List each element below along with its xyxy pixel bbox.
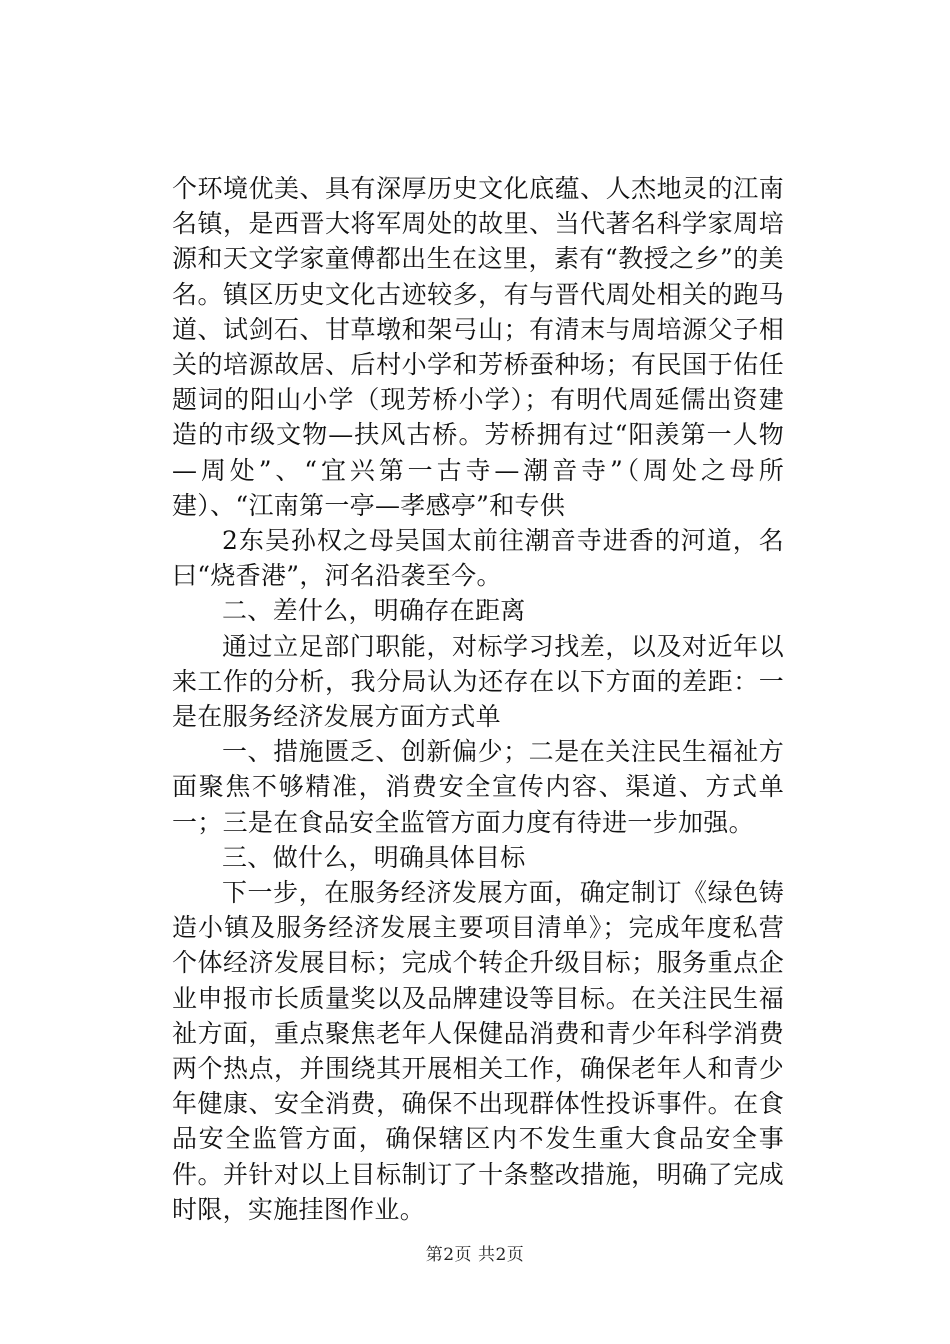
paragraph-continued: 个环境优美、具有深厚历史文化底蕴、人杰地灵的江南名镇，是西晋大将军周处的故里、当代著名科学家周培源和天文学家童傅都出生在这里，素有“教授之乡”的美名。镇区历史文化古迹较多，有与晋代周处相关的跑马道、试剑石、甘草墩和架弓山；有清末与周培源父子相关的培源故居、后村小学和芳桥蚕种场；有民国于佑任题词的阳山小学（现芳桥小学）；有明代周延儒出资建造的市级文物—扶风古桥。芳桥拥有过“阳羡第一人物—周处”、“宜兴第一古寺—潮音寺”（周处之母所建）、“江南第一亭—孝感亭”和专供 [172, 174, 784, 520]
section-heading-goals: 三、做什么，明确具体目标 [222, 842, 526, 872]
paragraph-gap-analysis: 通过立足部门职能，对标学习找差，以及对近年以来工作的分析，我分局认为还存在以下方面的差距：一是在服务经济发展方面方式单 [172, 631, 784, 732]
paragraph-goals: 下一步，在服务经济发展方面，确定制订《绿色铸造小镇及服务经济发展主要项目清单》；完成年度私营个体经济发展目标；完成个转企升级目标；服务重点企业申报市长质量奖以及品牌建设等目标。在关注民生福祉方面，重点聚焦老年人保健品消费和青少年科学消费两个热点，并围绕其开展相关工作，确保老年人和青少年健康、安全消费，确保不出现群体性投诉事件。在食品安全监管方面，确保辖区内不发生重大食品安全事件。并针对以上目标制订了十条整改措施，明确了完成时限，实施挂图作业。 [172, 878, 784, 1224]
page-footer: 第2页 共2页 [425, 1245, 525, 1265]
document-body [172, 171, 784, 1227]
paragraph-footnote-river: 2东吴孙权之母吴国太前往潮音寺进香的河道，名曰“烧香港”，河名沿袭至今。 [172, 526, 784, 591]
section-heading-gap: 二、差什么，明确存在距离 [222, 596, 526, 626]
paragraph-gap-details: 一、措施匮乏、创新偏少；二是在关注民生福祉方面聚焦不够精准，消费安全宣传内容、渠道、方式单一；三是在食品安全监管方面力度有待进一步加强。 [172, 737, 784, 837]
